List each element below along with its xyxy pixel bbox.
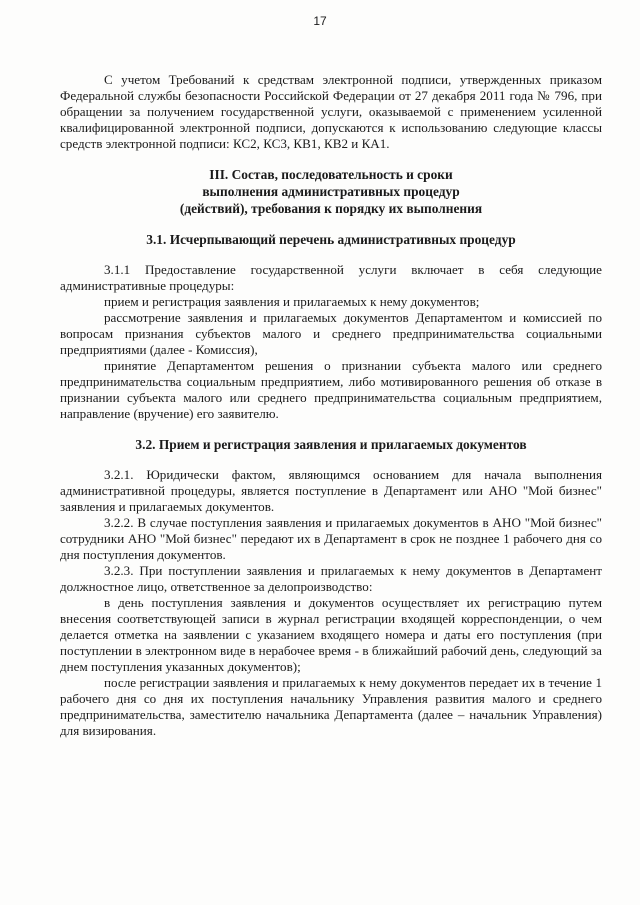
- paragraph-3-1-1: 3.1.1 Предоставление государственной услуги включает в себя следующие административные процедуры:: [60, 262, 602, 293]
- procedure-item: прием и регистрация заявления и прилагаемых к нему документов;: [104, 294, 480, 309]
- section-3-2-heading: 3.2. Прием и регистрация заявления и прилагаемых документов: [135, 437, 527, 452]
- section-3-title-line: выполнения административных процедур: [202, 184, 460, 199]
- paragraph-3-2-3: 3.2.3. При поступлении заявления и прилагаемых к нему документов в Департамент должностное лицо, ответственное за делопроизводство:: [60, 563, 602, 594]
- paragraph-3-2-1: 3.2.1. Юридически фактом, являющимся основанием для начала выполнения административной процедуры, является поступление в Департамент или АНО "Мой бизнес" заявления и прилагаемых документов.: [60, 467, 602, 514]
- registration-step: в день поступления заявления и документов осуществляет их регистрацию путем внесения соответствующей записи в журнал регистрации входящей корреспонденции, о чем делается отметка на заявлении с указанием входящего номера и даты его поступления (при поступлении в электронном виде в нерабочее время - в ближайший рабочий день, следующий за днем поступления указанных документов);: [60, 595, 602, 674]
- procedure-item: принятие Департаментом решения о признании субъекта малого или среднего предпринимательства социальным предприятием, либо мотивированного решения об отказе в признании субъекта малого или среднего предпринимательства социальным предприятием, направление (вручение) его заявителю.: [60, 358, 602, 421]
- section-3-title-line: III. Состав, последовательность и сроки: [209, 167, 453, 182]
- procedure-item: рассмотрение заявления и прилагаемых документов Департаментом и комиссией по вопросам признания субъектов малого и среднего предпринимательства социальными предприятиями (далее - Комиссия),: [60, 310, 602, 357]
- paragraph-3-2-2: 3.2.2. В случае поступления заявления и прилагаемых документов в АНО "Мой бизнес" сотрудники АНО "Мой бизнес" передают их в Департамент в срок не позднее 1 рабочего дня со дня поступления документов.: [60, 515, 602, 562]
- document-body: [60, 72, 602, 739]
- intro-paragraph: С учетом Требований к средствам электронной подписи, утвержденных приказом Федеральной службы безопасности Российской Федерации от 27 декабря 2011 года № 796, при обращении за получением государственной услуги, оказываемой с применением усиленной квалифицированной электронной подписи, допускаются к использованию следующие классы средств электронной подписи: КС2, КС3, КВ1, КВ2 и КА1.: [60, 72, 602, 151]
- section-3-title: [60, 166, 602, 217]
- section-3-title-line: (действий), требования к порядку их выполнения: [179, 201, 483, 216]
- section-3-1-heading: 3.1. Исчерпывающий перечень административных процедур: [146, 232, 516, 247]
- page-number: 17: [313, 14, 327, 28]
- transfer-step: после регистрации заявления и прилагаемых к нему документов передает их в течение 1 рабочего дня со дня их поступления начальнику Управления развития малого и среднего предпринимательства, заместителю начальника Департамента (далее – начальник Управления) для визирования.: [60, 675, 602, 738]
